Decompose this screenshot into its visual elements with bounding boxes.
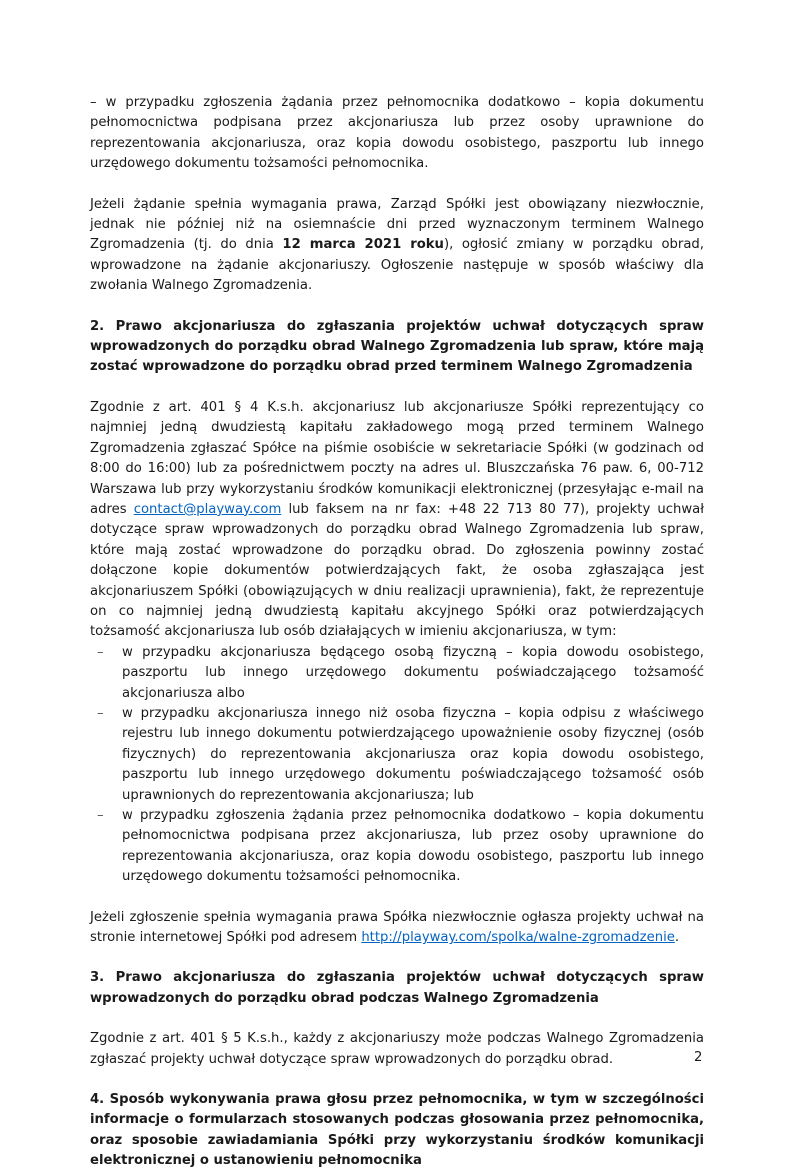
text: Zgodnie z art. 401 § 4 K.s.h. akcjonariusz lub akcjonariusze Spółki reprezentujący co najmniej jedną dwudziestą kapitału zakładowego mogą przed terminem Walnego Zgromadzenia zgłaszać Spółce na piśmie osobiście w sekretariacie Spółki (w godzinach od 8:00 do 16:00) lub za pośrednictwem poczty na adres ul. Bluszczańska 76 paw. 6, 00-712 Warszawa lub przy wykorzystaniu środków komunikacji elektronicznej (przesyłając e-mail na adres (90, 399, 704, 517)
deadline-date: 12 marca 2021 roku (282, 237, 444, 253)
intro-paragraph-1: – w przypadku zgłoszenia żądania przez pełnomocnika dodatkowo – kopia dokumentu pełnomocnictwa podpisana przez akcjonariusza lub przez osoby uprawnione do reprezentowania akcjonariusza, oraz kopia dowodu osobistego, paszportu lub innego urzędowego dokumentu tożsamości pełnomocnika. (90, 95, 704, 172)
section-3-body: Zgodnie z art. 401 § 5 K.s.h., każdy z akcjonariuszy może podczas Walnego Zgromadzenia zgłaszać projekty uchwał dotyczące spraw wprowadzonych do porządku obrad. (90, 1031, 704, 1067)
section-3-heading: 3. Prawo akcjonariusza do zgłaszania projektów uchwał dotyczących spraw wprowadzonych do porządku obrad podczas Walnego Zgromadzenia (90, 970, 704, 1006)
list-item (90, 643, 704, 704)
intro-paragraph-2 (90, 195, 704, 297)
page-number: 2 (694, 1050, 703, 1065)
list-item-text: w przypadku akcjonariusza będącego osobą fizyczną – kopia dowodu osobistego, paszportu lub innego urzędowego dokumentu poświadczającego tożsamość akcjonariusza albo (122, 644, 704, 701)
dash-bullet-icon: – (97, 808, 104, 823)
list-item (90, 806, 704, 888)
section-2-closing (90, 908, 704, 949)
email-link[interactable]: contact@playway.com (133, 501, 282, 517)
website-link[interactable]: http://playway.com/spolka/walne-zgromadzenie (361, 930, 675, 946)
text: . (674, 930, 680, 946)
text: ), ogłosić zmiany w porządku obrad, wprowadzone na żądanie akcjonariuszy. Ogłoszenie następuje w sposób właściwy dla zwołania Walnego Zgromadzenia. (90, 237, 704, 294)
dash-bullet-icon: – (97, 644, 104, 660)
dash-bullet-icon: – (97, 705, 104, 721)
section-2-body (90, 398, 704, 643)
requirements-list (90, 643, 704, 888)
list-item-text: w przypadku zgłoszenia żądania przez pełnomocnika dodatkowo – kopia dokumentu pełnomocnictwa podpisana przez akcjonariusza, lub przez osoby uprawnione do reprezentowania akcjonariusza, oraz kopia dowodu osobistego, paszportu lub innego urzędowego dokumentu tożsamości pełnomocnika. (122, 808, 704, 885)
text: Jeżeli zgłoszenie spełnia wymagania prawa Spółka niezwłocznie ogłasza projekty uchwał na stronie internetowej Spółki pod adresem (90, 909, 704, 946)
section-4-heading: 4. Sposób wykonywania prawa głosu przez pełnomocnika, w tym w szczególności informacje o formularzach stosowanych podczas głosowania przez pełnomocnika, oraz sposobie zawiadamiania Spółki przy wykorzystaniu środków komunikacji elektronicznej o ustanowieniu pełnomocnika (90, 1092, 704, 1169)
list-item-text: w przypadku akcjonariusza innego niż osoba fizyczna – kopia odpisu z właściwego rejestru lub innego dokumentu potwierdzającego upoważnienie osoby fizycznej (osób fizycznych) do reprezentowania akcjonariusza oraz kopia dowodu osobistego, paszportu lub innego urzędowego dokumentu poświadczającego tożsamość osób uprawnionych do reprezentowania akcjonariusza; lub (122, 705, 704, 803)
list-item (90, 704, 704, 806)
section-2-heading: 2. Prawo akcjonariusza do zgłaszania projektów uchwał dotyczących spraw wprowadzonych do porządku obrad Walnego Zgromadzenia lub spraw, które mają zostać wprowadzone do porządku obrad przed terminem Walnego Zgromadzenia (90, 318, 704, 375)
text: Jeżeli żądanie spełnia wymagania prawa, Zarząd Spółki jest obowiązany niezwłocznie, jednak nie później niż na osiemnaście dni przed wyznaczonym terminem Walnego Zgromadzenia (tj. do dnia (90, 196, 704, 253)
text: lub faksem na nr fax: +48 22 713 80 77), projekty uchwał dotyczące spraw wprowadzonych do porządku obrad Walnego Zgromadzenia lub spraw, które mają zostać wprowadzone do porządku obrad. Do zgłoszenia powinny zostać dołączone kopie dokumentów potwierdzających fakt, że osoba zgłaszająca jest akcjonariuszem Spółki (obowiązujących w dniu realizacji uprawnienia), fakt, że reprezentuje on co najmniej jedną dwudziestą kapitału akcyjnego Spółki oraz potwierdzających tożsamość akcjonariusza lub osób działających w imieniu akcjonariusza, w tym: (90, 501, 704, 640)
document-page (90, 93, 704, 1172)
